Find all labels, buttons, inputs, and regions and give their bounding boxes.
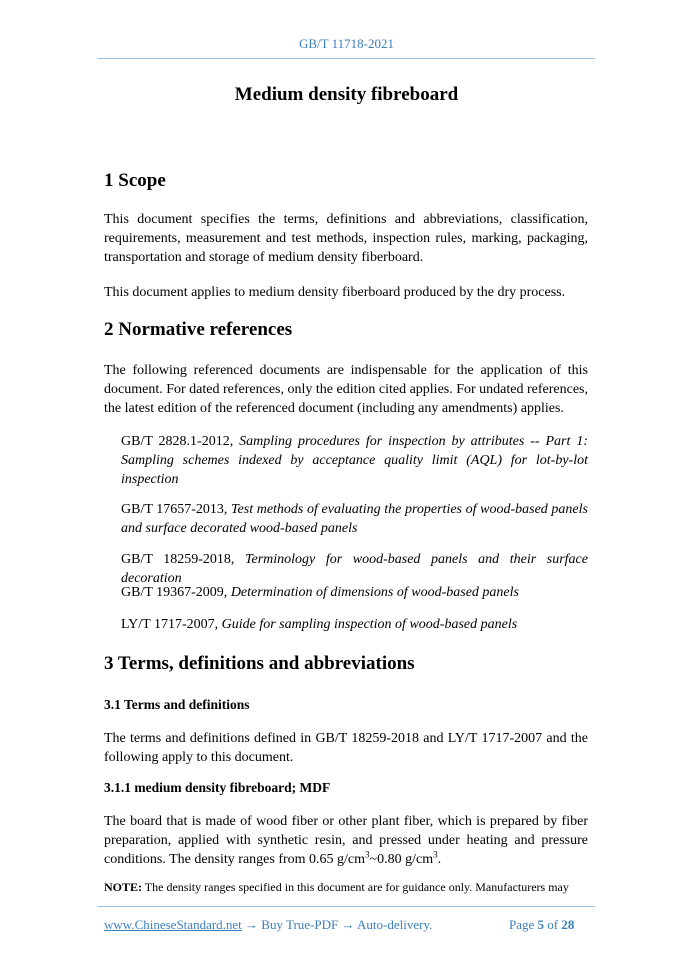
- footer-tagline: → Buy True-PDF → Auto-delivery.: [241, 917, 433, 932]
- reference-code: LY/T 1717-2007,: [121, 617, 222, 632]
- reference-item: [121, 500, 588, 538]
- definition-text: .: [437, 852, 442, 867]
- of-label: of: [544, 917, 562, 932]
- page-total: 28: [561, 917, 575, 932]
- term-mdf-heading: 3.1.1 medium density fibreboard; MDF: [104, 780, 331, 795]
- terms-intro: The terms and definitions defined in GB/T 18259-2018 and LY/T 1717-2007 and the following apply to this document.: [104, 731, 588, 765]
- reference-code: GB/T 19367-2009,: [121, 585, 231, 600]
- definition-text: ~0.80 g/cm: [369, 852, 434, 867]
- reference-item: [121, 615, 588, 634]
- header-standard-code: GB/T 11718-2021: [299, 36, 394, 51]
- section-scope-heading: 1 Scope: [104, 170, 166, 191]
- reference-code: GB/T 2828.1-2012,: [121, 434, 240, 449]
- term-mdf-definition: [104, 812, 588, 869]
- footer-divider: [98, 906, 595, 907]
- reference-title: Test methods of evaluating the properties of wood-based panels and surface decorated wood-based panels: [121, 502, 588, 536]
- subsection-terms-heading: 3.1 Terms and definitions: [104, 697, 250, 712]
- scope-paragraph-1: This document specifies the terms, definitions and abbreviations, classification, requirements, measurement and test methods, inspection rules, marking, packaging, transportation and storage of medium density fiberboard.: [104, 212, 588, 265]
- reference-title: Guide for sampling inspection of wood-based panels: [221, 617, 518, 632]
- superscript: 3: [365, 849, 370, 860]
- reference-code: GB/T 17657-2013,: [121, 502, 232, 517]
- site-link[interactable]: www.ChineseStandard.net: [104, 917, 242, 932]
- reference-item: [121, 583, 588, 602]
- page-label: Page: [509, 917, 538, 932]
- section-normative-heading: 2 Normative references: [104, 319, 293, 340]
- reference-title: Terminology for wood-based panels and their surface decoration: [121, 552, 588, 586]
- header-divider: [98, 58, 595, 59]
- scope-paragraph-2: This document applies to medium density fiberboard produced by the dry process.: [104, 285, 566, 300]
- page-number: 5: [537, 917, 545, 932]
- document-title: Medium density fibreboard: [234, 84, 459, 105]
- footer-left: [104, 917, 432, 933]
- section-terms-heading: 3 Terms, definitions and abbreviations: [104, 653, 415, 674]
- reference-title: Determination of dimensions of wood-based panels: [230, 585, 519, 600]
- reference-code: GB/T 18259-2018,: [121, 552, 245, 567]
- normative-intro: The following referenced documents are indispensable for the application of this document. For dated references, only the edition cited applies. For undated references, the latest edition of the referenced document (including any amendments) applies.: [104, 363, 588, 416]
- note-paragraph: [104, 879, 588, 895]
- page-indicator: [509, 917, 574, 933]
- superscript: 3: [433, 849, 438, 860]
- reference-title: Sampling procedures for inspection by attributes -- Part 1: Sampling schemes indexed by acceptance quality limit (AQL) for lot-by-lot inspection: [121, 434, 588, 487]
- reference-item: [121, 432, 588, 489]
- definition-text: The board that is made of wood fiber or other plant fiber, which is prepared by fiber preparation, applied with synthetic resin, and pressed under heating and pressure conditions. The density ranges from 0.65 g/cm: [104, 814, 588, 867]
- note-text: The density ranges specified in this document are for guidance only. Manufacturers may: [142, 880, 569, 894]
- note-label: NOTE:: [104, 880, 143, 894]
